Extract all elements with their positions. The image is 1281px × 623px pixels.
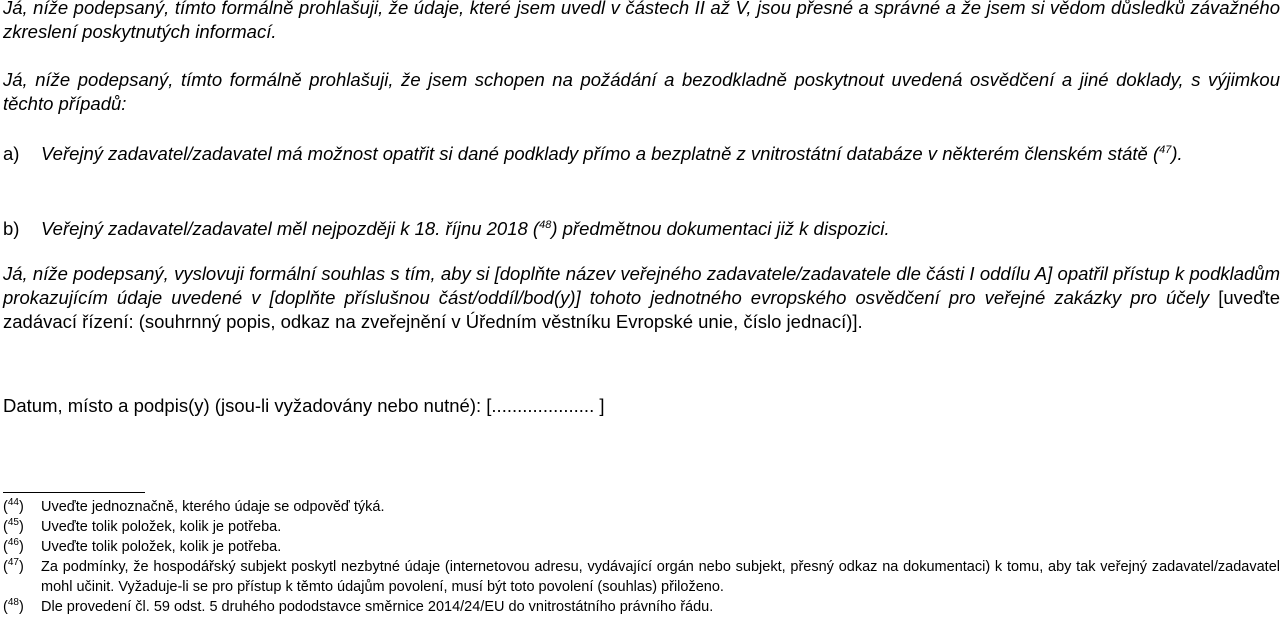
- declaration-accuracy-paragraph: Já, níže podepsaný, tímto formálně prohlašuji, že údaje, které jsem uvedl v částech II až V, jsou přesné a správné a že jsem si vědom důsledků závažného zkreslení poskytnutých informací.: [3, 0, 1280, 42]
- footnote-number: ($^{48}$): [3, 597, 24, 615]
- footnote-text: Uveďte jednoznačně, kterého údaje se odpověď týká.: [41, 499, 385, 515]
- footnote-number: ($^{45}$): [3, 517, 24, 535]
- footnote-reference: 48: [539, 218, 552, 231]
- footnote: [3, 517, 1280, 537]
- footnote-separator: [3, 492, 145, 493]
- footnote-text: Uveďte tolik položek, kolik je potřeba.: [41, 539, 282, 555]
- footnotes: [3, 497, 1280, 617]
- footnote-number: ($^{44}$): [3, 497, 24, 515]
- exception-item-a: [3, 142, 1280, 166]
- list-marker: a): [3, 143, 20, 164]
- footnote: [3, 497, 1280, 517]
- exception-text: Veřejný zadavatel/zadavatel měl nejpozději k 18. říjnu 2018 ($^{48}$) předmětnou dokumentaci již k dispozici.: [41, 218, 890, 239]
- footnote-number: ($^{46}$): [3, 537, 24, 555]
- footnote-text: Uveďte tolik položek, kolik je potřeba.: [41, 519, 282, 535]
- consent-paragraph: Já, níže podepsaný, vyslovuji formální souhlas s tím, aby si [doplňte název veřejného zadavatele/zadavatele dle části I oddílu A] opatřil přístup k podkladům prokazujícím údaje uvedené v [doplňte příslušnou část/oddíl/bod(y)] tohoto jednotného evropského osvědčení pro veřejné zakázky pro účely [uveďte zadávací řízení: (souhrnný popis, odkaz na zveřejnění v Úředním věstníku Evropské unie, číslo jednací)].: [3, 263, 1280, 332]
- footnote-reference: 47: [1159, 143, 1172, 156]
- footnote-number: ($^{47}$): [3, 557, 24, 575]
- exception-text: Veřejný zadavatel/zadavatel má možnost opatřit si dané podklady přímo a bezplatně z vnitrostátní databáze v některém členském státě ($^{47}$).: [41, 143, 1183, 164]
- footnote: [3, 537, 1280, 557]
- declaration-documents-paragraph: Já, níže podepsaný, tímto formálně prohlašuji, že jsem schopen na požádání a bezodkladně poskytnout uvedená osvědčení a jiné doklady, s výjimkou těchto případů:: [3, 69, 1280, 114]
- footnote-text: Za podmínky, že hospodářský subjekt poskytl nezbytné údaje (internetovou adresu, vydávající orgán nebo subjekt, přesný odkaz na dokumentaci) k tomu, aby tak veřejný zadavatel/zadavatel mohl učinit. Vyžaduje-li se pro přístup k těmto údajům povolení, musí být toto povolení (souhlas) přiloženo.: [41, 559, 1280, 595]
- signature-line: Datum, místo a podpis(y) (jsou-li vyžadovány nebo nutné): [.................... ]: [3, 395, 605, 416]
- exception-item-b: [3, 217, 1280, 241]
- footnote-text: Dle provedení čl. 59 odst. 5 druhého pododstavce směrnice 2014/24/EU do vnitrostátního právního řádu.: [41, 599, 714, 615]
- footnote: [3, 597, 1280, 617]
- list-marker: b): [3, 218, 20, 239]
- footnote: [3, 557, 1280, 597]
